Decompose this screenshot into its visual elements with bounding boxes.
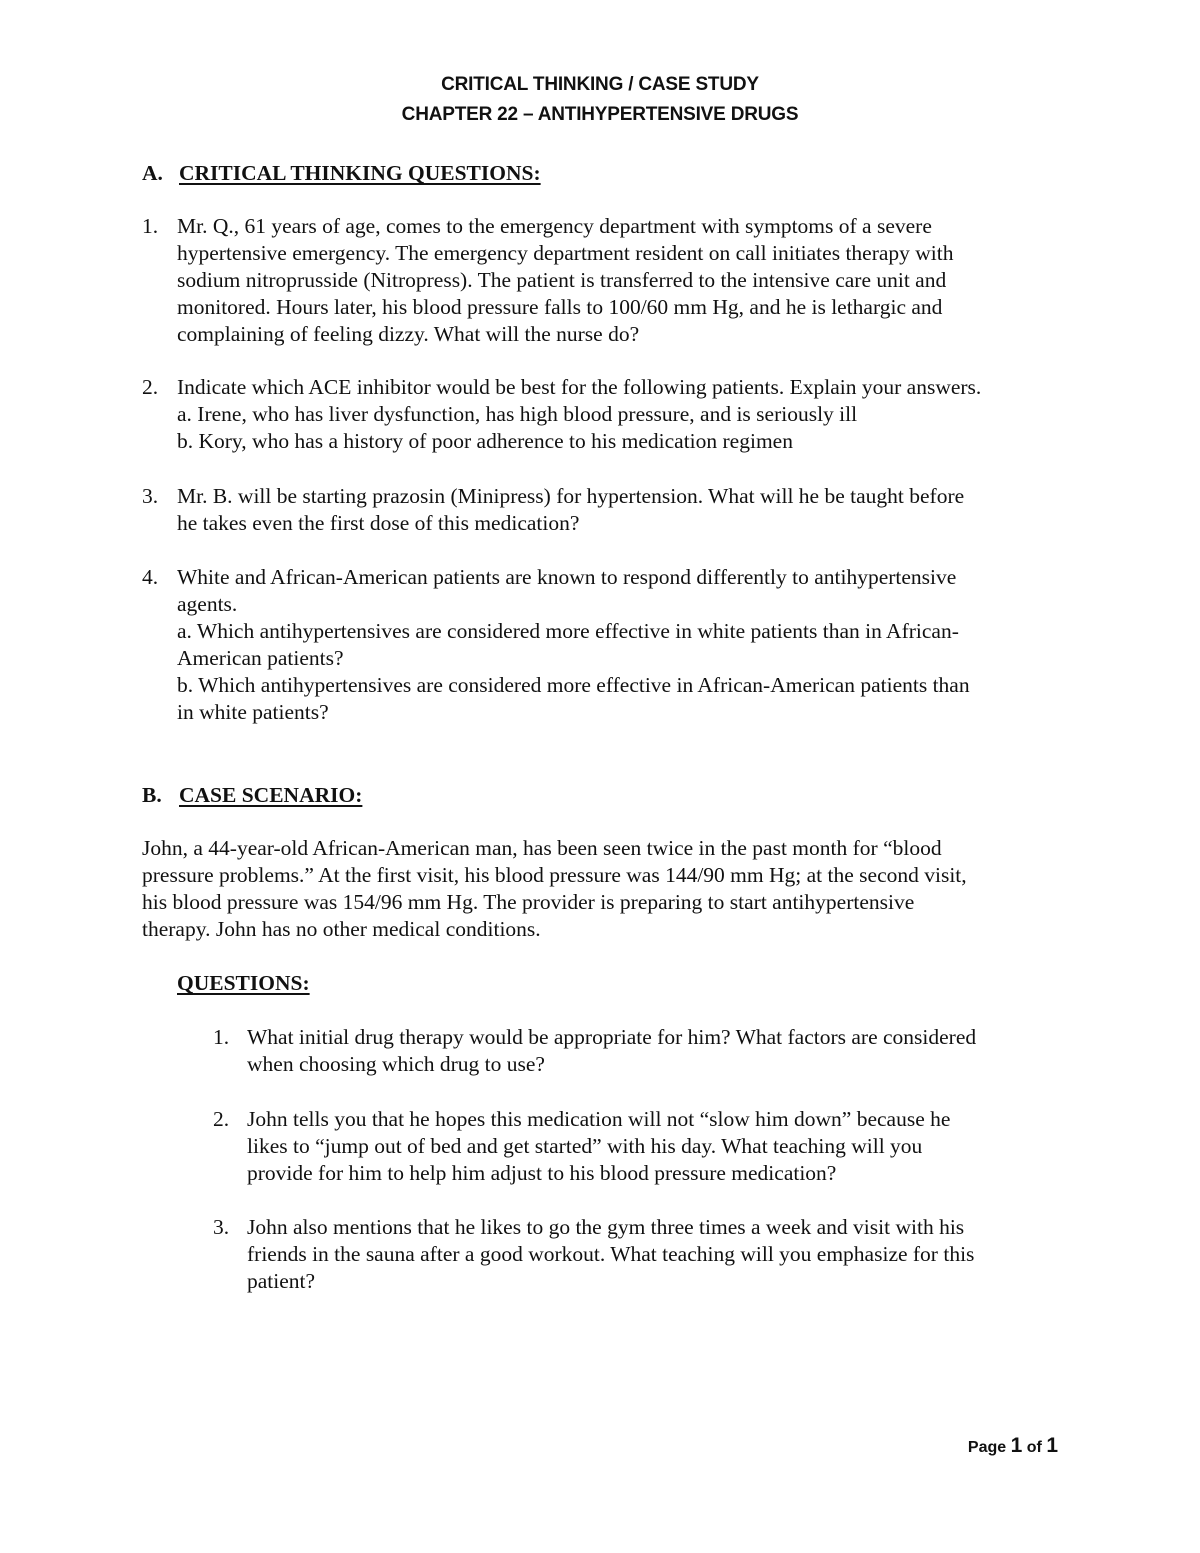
question-line: American patients?: [177, 646, 344, 670]
page-current: 1: [1010, 1434, 1023, 1457]
question-line: a. Irene, who has liver dysfunction, has high blood pressure, and is seriously ill: [177, 402, 858, 426]
question-line: he takes even the first dose of this medication?: [177, 511, 580, 535]
question-text: [247, 1024, 1073, 1078]
question-line: Indicate which ACE inhibitor would be best for the following patients. Explain your answers.: [177, 375, 982, 399]
page-total: 1: [1046, 1434, 1058, 1457]
question-line: sodium nitroprusside (Nitropress). The patient is transferred to the intensive care unit and: [177, 268, 947, 292]
section-a-title: CRITICAL THINKING QUESTIONS:: [179, 161, 541, 185]
question-line: Mr. B. will be starting prazosin (Minipress) for hypertension. What will he be taught before: [177, 484, 965, 508]
question-line: when choosing which drug to use?: [247, 1052, 545, 1076]
question-line: provide for him to help him adjust to his blood pressure medication?: [247, 1161, 837, 1185]
question-line: John also mentions that he likes to go the gym three times a week and visit with his: [247, 1215, 965, 1239]
scenario-line: John, a 44-year-old African-American man, has been seen twice in the past month for “blood: [142, 836, 942, 860]
question-text: [177, 564, 1072, 726]
question-number: 1.: [142, 214, 159, 238]
question-line: complaining of feeling dizzy. What will the nurse do?: [177, 322, 640, 346]
question-number: 4.: [142, 565, 159, 589]
question-line: agents.: [177, 592, 238, 616]
question-line: likes to “jump out of bed and get started” with his day. What teaching will you: [247, 1134, 923, 1158]
questions-heading: QUESTIONS:: [177, 971, 310, 995]
question-line: Mr. Q., 61 years of age, comes to the emergency department with symptoms of a severe: [177, 214, 932, 238]
section-b-letter: B.: [142, 783, 162, 807]
question-text: [247, 1214, 1073, 1295]
question-number: 3.: [213, 1215, 230, 1239]
question-text: [177, 374, 1072, 455]
scenario-line: his blood pressure was 154/96 mm Hg. The provider is preparing to start antihypertensive: [142, 890, 915, 914]
question-line: White and African-American patients are known to respond differently to antihypertensive: [177, 565, 957, 589]
section-a-letter: A.: [142, 161, 163, 185]
question-line: friends in the sauna after a good workout. What teaching will you emphasize for this: [247, 1242, 975, 1266]
question-number: 1.: [213, 1025, 230, 1049]
question-number: 3.: [142, 484, 159, 508]
question-number: 2.: [142, 375, 159, 399]
scenario-line: therapy. John has no other medical conditions.: [142, 917, 541, 941]
question-line: monitored. Hours later, his blood pressure falls to 100/60 mm Hg, and he is lethargic and: [177, 295, 943, 319]
question-text: [177, 483, 1072, 537]
case-scenario-paragraph: [142, 835, 1062, 943]
page-label: Page: [967, 1439, 1007, 1456]
question-line: a. Which antihypertensives are considered more effective in white patients than in African-: [177, 619, 959, 643]
document-title-line1: CRITICAL THINKING / CASE STUDY: [441, 74, 759, 95]
scenario-line: pressure problems.” At the first visit, his blood pressure was 144/90 mm Hg; at the second visit,: [142, 863, 967, 887]
page-of-label: of: [1026, 1439, 1042, 1456]
question-line: What initial drug therapy would be appropriate for him? What factors are considered: [247, 1025, 977, 1049]
question-line: patient?: [247, 1269, 316, 1293]
question-text: [177, 213, 1072, 348]
question-number: 2.: [213, 1107, 230, 1131]
document-title-line2: CHAPTER 22 – ANTIHYPERTENSIVE DRUGS: [401, 104, 799, 125]
question-line: in white patients?: [177, 700, 329, 724]
question-text: [247, 1106, 1073, 1187]
question-line: b. Which antihypertensives are considered more effective in African-American patients than: [177, 673, 970, 697]
page-number-footer: [968, 1432, 1058, 1462]
question-line: hypertensive emergency. The emergency department resident on call initiates therapy with: [177, 241, 954, 265]
section-b-title: CASE SCENARIO:: [179, 783, 363, 807]
question-line: John tells you that he hopes this medication will not “slow him down” because he: [247, 1107, 951, 1131]
question-line: b. Kory, who has a history of poor adherence to his medication regimen: [177, 429, 793, 453]
